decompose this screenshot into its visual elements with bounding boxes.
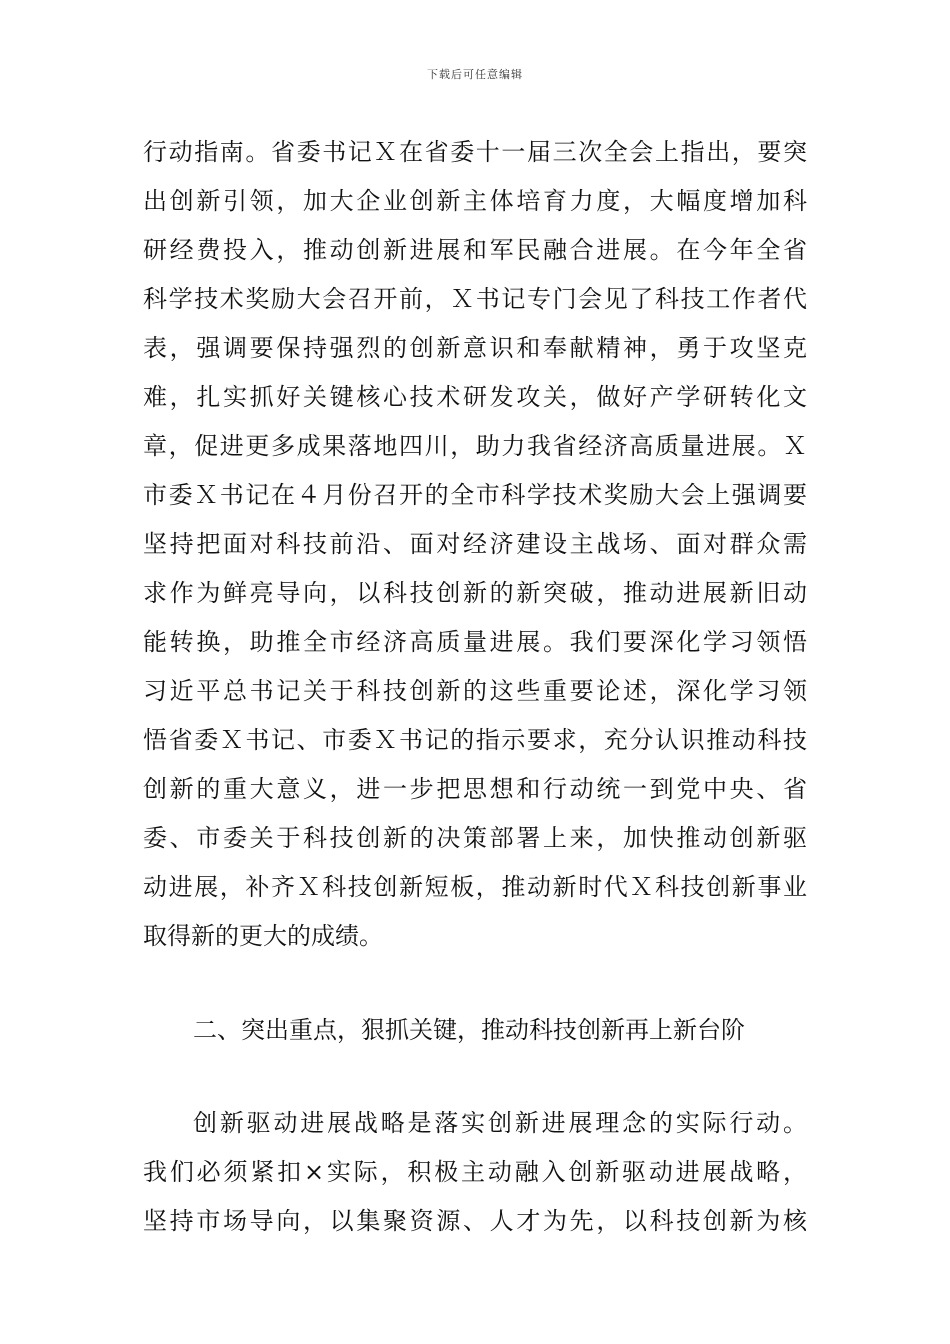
paragraph-line: 行动指南。省委书记Ｘ在省委十一届三次全会上指出，要突: [143, 138, 807, 166]
paragraph-line: 研经费投入，推动创新进展和军民融合进展。在今年全省: [143, 236, 807, 264]
paragraph-line: 创新的重大意义，进一步把思想和行动统一到党中央、省: [143, 775, 807, 803]
paragraph-1: [143, 128, 807, 961]
paragraph-spacer: [143, 1056, 807, 1099]
paragraph-line: 科学技术奖励大会召开前，Ｘ书记专门会见了科技工作者代: [143, 285, 807, 313]
paragraph-line: 出创新引领，加大企业创新主体培育力度，大幅度增加科: [143, 187, 807, 215]
paragraph-line: 章，促进更多成果落地四川，助力我省经济高质量进展。Ｘ: [143, 432, 807, 460]
paragraph-line: 取得新的更大的成绩。: [143, 922, 383, 950]
paragraph-2: [143, 1099, 807, 1246]
page-header: 下载后可任意编辑: [427, 68, 523, 81]
section-heading: 二、突出重点，狠抓关键，推动科技创新再上新台阶: [193, 1016, 745, 1044]
paragraph-line: 市委Ｘ书记在４月份召开的全市科学技术奖励大会上强调要: [143, 481, 807, 509]
paragraph-line: 委、市委关于科技创新的决策部署上来，加快推动创新驱: [143, 824, 807, 852]
paragraph-line: 动进展，补齐Ｘ科技创新短板，推动新时代Ｘ科技创新事业: [143, 873, 807, 901]
paragraph-line: 表，强调要保持强烈的创新意识和奉献精神，勇于攻坚克: [143, 334, 807, 362]
paragraph-line: 能转换，助推全市经济高质量进展。我们要深化学习领悟: [143, 628, 807, 656]
paragraph-spacer: [143, 961, 807, 1004]
paragraph-line: 习近平总书记关于科技创新的这些重要论述，深化学习领: [143, 677, 807, 705]
paragraph-line: 难，扎实抓好关键核心技术研发攻关，做好产学研转化文: [143, 383, 807, 411]
paragraph-line: 创新驱动进展战略是落实创新进展理念的实际行动。: [193, 1109, 807, 1137]
paragraph-line: 我们必须紧扣×实际，积极主动融入创新驱动进展战略，: [143, 1158, 807, 1186]
paragraph-line: 求作为鲜亮导向，以科技创新的新突破，推动进展新旧动: [143, 579, 807, 607]
paragraph-line: 悟省委Ｘ书记、市委Ｘ书记的指示要求，充分认识推动科技: [143, 726, 807, 754]
document-body: [143, 128, 807, 1246]
paragraph-line: 坚持把面对科技前沿、面对经济建设主战场、面对群众需: [143, 530, 807, 558]
paragraph-line: 坚持市场导向，以集聚资源、人才为先，以科技创新为核: [143, 1207, 807, 1235]
